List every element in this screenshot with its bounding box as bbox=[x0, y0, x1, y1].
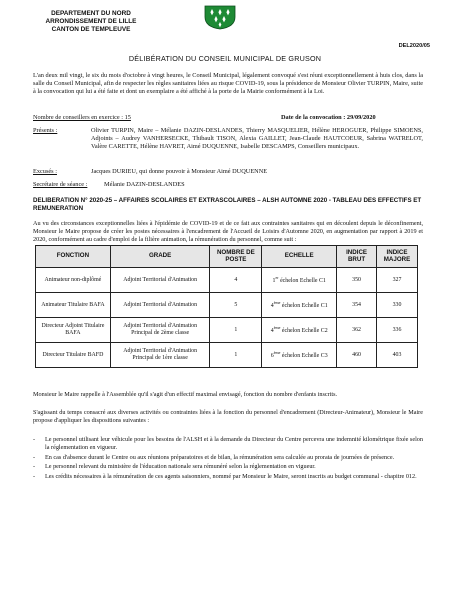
bullet-marker: - bbox=[33, 436, 36, 443]
cell-indice-majore: 330 bbox=[377, 293, 418, 318]
echelon-suffix: ème bbox=[273, 300, 281, 306]
cell-grade: Adjoint Territorial d'Animation bbox=[110, 293, 210, 318]
convocation-date: Date de la convocation : 29/09/2020 bbox=[281, 114, 376, 121]
header-line-arrondissement: ARRONDISSEMENT DE LILLE bbox=[45, 18, 137, 25]
bullet-marker: - bbox=[33, 453, 36, 461]
list-item bbox=[33, 473, 423, 481]
counts-line bbox=[33, 114, 423, 122]
list-item-text: En cas d'absence durant le Centre ou aux réunions préparatoires et de bilan, la rémunération sera calculée au prorata de journées de présence. bbox=[45, 453, 395, 461]
cell-indice-brut: 460 bbox=[337, 343, 377, 368]
cell-grade: Adjoint Territorial d'Animation Principal de 1ère classe bbox=[110, 343, 210, 368]
echelon-scale: échelon Echelle C3 bbox=[280, 353, 328, 360]
presents-label: Présents : bbox=[33, 127, 58, 134]
secretary-name: Mélanie DAZIN-DESLANDES bbox=[104, 181, 185, 188]
dispositions-intro: S'agissant du temps consacré aux diverses activités ou contraintes liées à la fonction du personnel d'encadrement (Directeur-Animateur), Monsieur le Maire propose d'appliquer les dispositions suivantes : bbox=[33, 409, 423, 424]
cell-indice-majore: 336 bbox=[377, 318, 418, 343]
table-row bbox=[36, 293, 418, 318]
cell-indice-majore: 403 bbox=[377, 343, 418, 368]
intro-paragraph: L'an deux mil vingt, le six du mois d'octobre à vingt heures, le Conseil Municipal, légalement convoqué s'est réuni exceptionnellement à huis clos, dans la salle du Conseil Municipal, afin de respecter les règles sanitaires liées au risque COVID-19, sous la présidence de Monsieur Olivier TURPIN, Maire, suite à la convocation qui lui a été faite et dont un exemplaire a été affiché à la porte de la Mairie conformément à la Loi. bbox=[33, 72, 423, 96]
cell-grade: Adjoint Territorial d'Animation bbox=[110, 268, 210, 293]
cell-fonction: Animateur Titulaire BAFA bbox=[36, 293, 111, 318]
echelon-scale: échelon Echelle C2 bbox=[280, 328, 328, 335]
echelon-suffix: er bbox=[275, 275, 279, 281]
echelon-number: 1 bbox=[272, 278, 276, 285]
cell-fonction: Animateur non-diplômé bbox=[36, 268, 111, 293]
document-reference: DEL2020/05 bbox=[398, 43, 430, 49]
table-header-row bbox=[36, 246, 418, 268]
column-header-indice-brut: INDICE BRUT bbox=[337, 246, 377, 268]
excuses-label: Excusés : bbox=[33, 168, 57, 175]
excuses-text: Jacques DURIEU, qui donne pouvoir à Monsieur Aimé DUQUENNE bbox=[91, 168, 268, 175]
cell-nombre: 4 bbox=[210, 268, 262, 293]
presents-list: Olivier TURPIN, Maire – Mélanie DAZIN-DESLANDES, Thierry MASQUELIER, Hélène HEROGUER, Philippe SIMOENS, Adjoints – Audrey VANHERSECKE, Thibault TISON, Alexia GAILLET, Jean-Claude HAUTCOEUR, Sabrina WATRELOT, Valère CARETTE, Hélène HAVRET, Aimé DUQUENNE, Isabelle DESCAMPS, Conseillers municipaux. bbox=[91, 127, 423, 150]
cell-echelle bbox=[262, 343, 337, 368]
header-line-canton: CANTON DE TEMPLEUVE bbox=[51, 26, 131, 33]
presents-block bbox=[33, 127, 423, 167]
cell-echelle bbox=[262, 318, 337, 343]
cell-grade: Adjoint Territorial d'Animation Principal de 2ème classe bbox=[110, 318, 210, 343]
cell-indice-brut: 362 bbox=[337, 318, 377, 343]
administrative-header bbox=[32, 10, 150, 34]
bullet-marker: - bbox=[33, 463, 36, 471]
column-header-grade: GRADE bbox=[110, 246, 210, 268]
cell-indice-majore: 327 bbox=[377, 268, 418, 293]
cell-fonction: Directeur Titulaire BAFD bbox=[36, 343, 111, 368]
table-row bbox=[36, 318, 418, 343]
cell-echelle bbox=[262, 268, 337, 293]
list-item bbox=[33, 463, 423, 471]
secretary-block bbox=[33, 181, 423, 189]
excuses-block bbox=[33, 168, 423, 176]
list-item-text: Le personnel utilisant leur véhicule pour les besoins de l'ALSH et à la demande du Directeur du Centre percevra une indemnité kilométrique fixée selon la réglementation en vigueur. bbox=[45, 436, 423, 452]
cell-indice-brut: 350 bbox=[337, 268, 377, 293]
secretary-label: Secrétaire de séance : bbox=[33, 181, 88, 188]
echelon-number: 4 bbox=[270, 328, 274, 335]
members-count: Nombre de conseillers en exercice : 15 bbox=[33, 114, 131, 121]
effectif-note: Monsieur le Maire rappelle à l'Assemblée qu'il s'agit d'un effectif maximal envisagé, fonction du nombre d'enfants inscrits. bbox=[33, 391, 338, 398]
table-row bbox=[36, 343, 418, 368]
table-row bbox=[36, 268, 418, 293]
cell-echelle bbox=[262, 293, 337, 318]
list-item bbox=[33, 436, 423, 452]
column-header-nombre: NOMBRE DE POSTE bbox=[210, 246, 262, 268]
cell-fonction: Directeur Adjoint Titulaire BAFA bbox=[36, 318, 111, 343]
cell-indice-brut: 354 bbox=[337, 293, 377, 318]
echelon-number: 4 bbox=[270, 303, 274, 310]
echelon-scale: échelon Echelle C1 bbox=[278, 278, 326, 285]
list-item bbox=[33, 454, 423, 462]
echelon-number: 6 bbox=[270, 353, 274, 360]
list-item-text: Le personnel relevant du ministère de l'éducation nationale sera rémunéré selon la réglementation en vigueur. bbox=[45, 463, 316, 471]
document-title: DÉLIBÉRATION DU CONSEIL MUNICIPAL DE GRUSON bbox=[128, 54, 322, 63]
municipal-crest-icon bbox=[203, 5, 237, 30]
column-header-echelle: ECHELLE bbox=[262, 246, 337, 268]
header-line-department: DEPARTEMENT DU NORD bbox=[51, 10, 131, 17]
cell-nombre: 1 bbox=[210, 343, 262, 368]
deliberation-title: DELIBERATION N° 2020-25 – AFFAIRES SCOLAIRES ET EXTRASCOLAIRES – ALSH AUTOMNE 2020 - TABLEAU DES EFFECTIFS ET REMUNERATION bbox=[33, 197, 422, 212]
echelon-scale: échelon Echelle C1 bbox=[280, 303, 328, 310]
column-header-indice-majore: INDICE MAJORE bbox=[377, 246, 418, 268]
echelon-suffix: ème bbox=[273, 350, 281, 356]
list-item-text: Les crédits nécessaires à la rémunération de ces agents saisonniers, nommé par Monsieur le Maire, seront inscrits au budget communal - chapitre 012. bbox=[45, 472, 417, 480]
deliberation-paragraph: Au vu des circonstances exceptionnelles liées à l'épidémie de COVID-19 et de ce fait aux contraintes sanitaires qui en découlent depuis le déconfinement, Monsieur le Maire propose de créer les postes nécessaires à l'encadrement de l'Accueil de Loisirs d'Automne 2020, en augmentation par rapport à 2019 et 2020, conformément au cadre d'emploi de la filière animation, la rémunération du personnel, comme suit : bbox=[33, 220, 423, 243]
echelon-suffix: ème bbox=[273, 325, 281, 331]
column-header-fonction: FONCTION bbox=[36, 246, 111, 268]
dispositions-list bbox=[33, 436, 423, 482]
bullet-marker: - bbox=[33, 472, 36, 480]
staffing-table bbox=[35, 245, 418, 368]
cell-nombre: 5 bbox=[210, 293, 262, 318]
cell-nombre: 1 bbox=[210, 318, 262, 343]
